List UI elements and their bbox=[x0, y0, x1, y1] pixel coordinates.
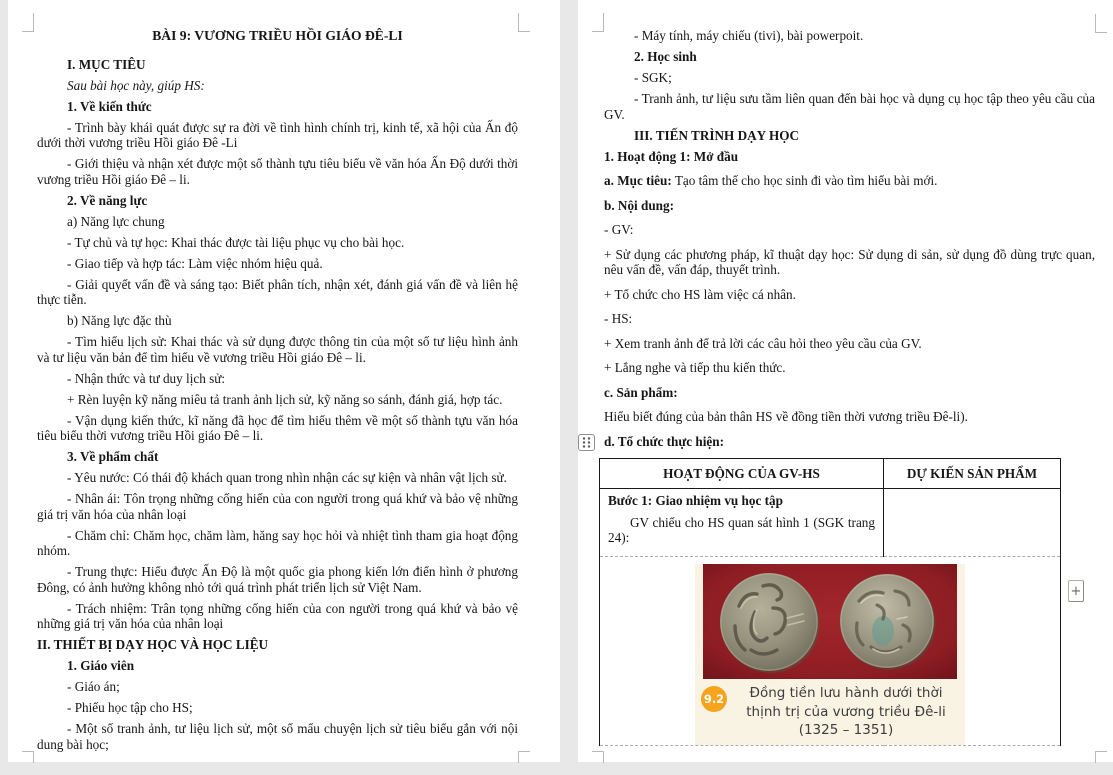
paragraph: - Nhân ái: Tôn trọng những cống hiến của con người trong quá khứ và bảo vệ những giá trị văn hóa của nhân loại bbox=[37, 491, 518, 522]
document-title: BÀI 9: VƯƠNG TRIỀU HỒI GIÁO ĐÊ-LI bbox=[152, 28, 403, 43]
paragraph: - Tự chủ và tự học: Khai thác được tài liệu phục vụ cho bài học. bbox=[67, 234, 405, 250]
paragraph: + Lắng nghe và tiếp thu kiến thức. bbox=[604, 360, 786, 375]
paragraph: - Tranh ảnh, tư liệu sưu tầm liên quan đến bài học và dụng cụ học tập theo yêu cầu của GV. bbox=[604, 91, 1095, 122]
paragraph: - Trách nhiệm: Trân tọng những cống hiến của con người trong quá khứ và bảo vệ những giá trị văn hóa của nhân loại bbox=[37, 600, 518, 631]
activity-table bbox=[599, 458, 1061, 746]
paragraph: - Phiếu học tập cho HS; bbox=[67, 700, 193, 715]
paragraph: - Vận dụng kiến thức, kĩ năng đã học để tìm hiểu thêm về một số thành tựu văn hóa tiêu biểu thời vương triều Hồi giáo Đê – li. bbox=[37, 412, 518, 443]
paragraph: a) Năng lực chung bbox=[67, 213, 165, 229]
paragraph: - Giới thiệu và nhận xét được một số thành tựu tiêu biểu về văn hóa Ấn Độ dưới thời vương triều Hồi giáo Đê – li. bbox=[37, 156, 518, 187]
insert-object-button[interactable]: + bbox=[1068, 580, 1084, 602]
right-page-body bbox=[604, 28, 1095, 425]
paragraph: Sau bài học này, giúp HS: bbox=[67, 77, 205, 93]
paragraph: 1. Hoạt động 1: Mở đầu bbox=[604, 148, 739, 164]
activity-table-wrap bbox=[599, 458, 1082, 746]
paragraph: - Nhận thức và tư duy lịch sử: bbox=[67, 370, 226, 386]
paragraph: - Máy tính, máy chiếu (tivi), bài powerpoit. bbox=[634, 28, 864, 43]
paragraph: 3. Về phẩm chất bbox=[67, 449, 159, 464]
paragraph: III. TIẾN TRÌNH DẠY HỌC bbox=[634, 127, 800, 143]
margin-crop-mark-icon bbox=[592, 751, 604, 763]
paragraph: - Giao tiếp và hợp tác: Làm việc nhóm hiệu quả. bbox=[67, 255, 323, 271]
table-cell-step1-activity[interactable] bbox=[600, 489, 884, 557]
figure-number-badge: 9.2 bbox=[701, 686, 727, 712]
table-row-step1 bbox=[600, 489, 1061, 557]
paragraph: - Trung thực: Hiểu được Ấn Độ là một quốc gia phong kiến lớn điển hình ở phương Đông, có ảnh hưởng không nhỏ tới quá trình phát triển lịch sử Việt Nam. bbox=[37, 564, 518, 595]
paragraph: - Chăm chỉ: Chăm học, chăm làm, hăng say học hỏi và nhiệt tình tham gia hoạt động nhóm. bbox=[37, 527, 518, 558]
paragraph: I. MỤC TIÊU bbox=[67, 56, 146, 72]
paragraph: 1. Về kiến thức bbox=[67, 98, 152, 114]
paragraph: c. Sản phẩm: bbox=[604, 384, 678, 400]
paragraph: - Một số tranh ảnh, tư liệu lịch sử, một số mẩu chuyện lịch sử tiêu biểu gắn với nội dung bài học; bbox=[37, 721, 518, 752]
section-d-heading-row bbox=[604, 434, 1095, 450]
paragraph: - HS: bbox=[604, 311, 633, 326]
table-move-handle-icon[interactable] bbox=[578, 434, 595, 451]
document-page-left[interactable] bbox=[8, 0, 560, 762]
margin-crop-mark-icon bbox=[592, 13, 604, 32]
paragraph: - GV: bbox=[604, 222, 634, 237]
paragraph: 2. Học sinh bbox=[634, 49, 697, 64]
margin-crop-mark-icon bbox=[518, 13, 530, 32]
table-cell-step1-product[interactable] bbox=[884, 489, 1061, 557]
figure-caption-row bbox=[695, 679, 965, 740]
step1-text: GV chiếu cho HS quan sát hình 1 (SGK trang 24): bbox=[608, 514, 875, 545]
paragraph: b) Năng lực đặc thù bbox=[67, 313, 172, 328]
six-dot-grid-icon bbox=[581, 436, 592, 449]
paragraph: + Sử dụng các phương pháp, kĩ thuật dạy học: Sử dụng di sản, sử dụng đồ dùng trực quan, nêu vấn đề, vấn đáp, thuyết trình. bbox=[604, 246, 1095, 277]
table-header-activity[interactable]: HOẠT ĐỘNG CỦA GV-HS bbox=[600, 459, 884, 489]
table-cell-figure[interactable] bbox=[600, 557, 1061, 746]
paragraph: - Giải quyết vấn đề và sáng tạo: Biết phân tích, nhận xét, đánh giá vấn đề và liên hệ thực tiễn. bbox=[37, 276, 518, 307]
paragraph: b. Nội dung: bbox=[604, 197, 674, 213]
table-header-row bbox=[600, 459, 1061, 489]
paragraph: - SGK; bbox=[634, 70, 672, 85]
paragraph: + Xem tranh ảnh để trả lời các câu hỏi theo yêu cầu của GV. bbox=[604, 335, 922, 351]
margin-crop-mark-icon bbox=[22, 751, 34, 763]
paragraph: a. Mục tiêu: Tạo tâm thế cho học sinh đi vào tìm hiểu bài mới. bbox=[604, 173, 938, 188]
paragraph: - Tìm hiểu lịch sử: Khai thác và sử dụng được thông tin của một số tư liệu hình ảnh và tư liệu văn bản để tìm hiểu về vương triều Hồi giáo Đê – li. bbox=[37, 334, 518, 365]
figure-9-2 bbox=[695, 564, 965, 745]
paragraph: 1. Giáo viên bbox=[67, 658, 135, 673]
paragraph: + Rèn luyện kỹ năng miêu tả tranh ảnh lịch sử, kỹ năng so sánh, đánh giá, hợp tác. bbox=[67, 391, 503, 407]
document-page-right[interactable] bbox=[578, 0, 1113, 762]
table-header-product[interactable]: DỰ KIẾN SẢN PHẨM bbox=[884, 459, 1061, 489]
margin-crop-mark-icon bbox=[22, 13, 34, 32]
table-row-figure bbox=[600, 557, 1061, 746]
margin-crop-mark-icon bbox=[1095, 14, 1107, 33]
paragraph: - Trình bày khái quát được sự ra đời về tình hình chính trị, kinh tế, xã hội của Ấn độ dưới thời vương triều Hồi giáo Đê -Li bbox=[37, 119, 518, 150]
paragraph: II. THIẾT BỊ DẠY HỌC VÀ HỌC LIỆU bbox=[37, 637, 269, 652]
paragraph: 2. Về năng lực bbox=[67, 192, 148, 208]
section-d-heading: d. Tổ chức thực hiện: bbox=[604, 433, 724, 449]
figure-caption: Đồng tiền lưu hành dưới thời thịnh trị của vương triều Đê-li (1325 – 1351) bbox=[746, 685, 946, 739]
step1-title: Bước 1: Giao nhiệm vụ học tập bbox=[608, 493, 783, 508]
margin-crop-mark-icon bbox=[518, 751, 530, 763]
paragraph: - Yêu nước: Có thái độ khách quan trong nhìn nhận các sự kiện và nhân vật lịch sử. bbox=[67, 470, 507, 485]
paragraph: + Tổ chức cho HS làm việc cá nhân. bbox=[604, 286, 796, 302]
coins-photo-image bbox=[703, 564, 957, 679]
paragraph: Hiểu biết đúng của bản thân HS về đồng tiền thời vương triều Đê-li). bbox=[604, 409, 968, 424]
paragraph: - Giáo án; bbox=[67, 679, 120, 694]
left-page-body bbox=[37, 57, 518, 753]
margin-crop-mark-icon bbox=[1095, 751, 1107, 763]
